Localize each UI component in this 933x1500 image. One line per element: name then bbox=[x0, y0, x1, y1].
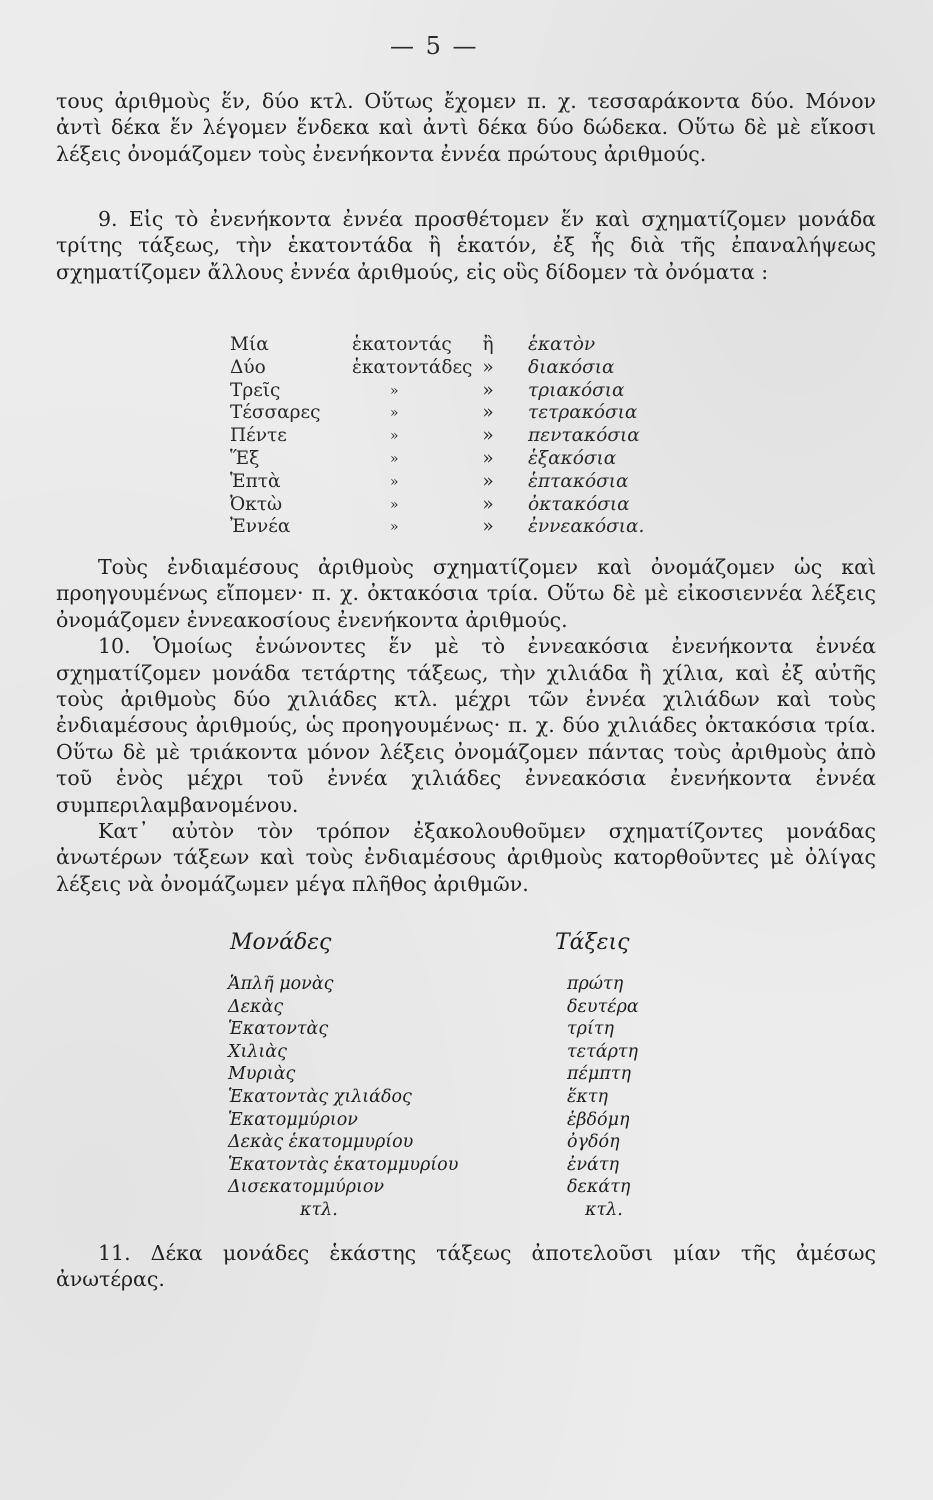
paragraph-text: Τοὺς ἐνδιαμέσους ἀριθμοὺς σχηματίζομεν καὶ ὀνομάζομεν ὡς καὶ προηγουμένως εἴπομεν· π. χ. ὀκτακόσια τρία. Οὕτω δὲ μὲ εἰκοσιεννέα λέξεις ὀνομάζομεν ἐννεακοσίους ἐνενήκοντα ἀριθμούς. bbox=[56, 555, 876, 632]
count-cell: Τρεῖς bbox=[230, 379, 281, 401]
count-cell: Ἑπτὰ bbox=[230, 470, 281, 492]
table-row bbox=[0, 996, 933, 1019]
paragraph-text: 11. Δέκα μονάδες ἑκάστης τάξεως ἀποτελοῦσι μίαν τῆς ἀμέσως ἀνωτέρας. bbox=[56, 1241, 876, 1292]
units-orders-table bbox=[0, 973, 933, 1222]
name-cell: πεντακόσια bbox=[528, 425, 640, 447]
table-row bbox=[0, 1154, 933, 1177]
name-cell: ἑκατὸν bbox=[528, 334, 596, 355]
count-cell: Μία bbox=[230, 334, 269, 355]
separator-cell: ἢ bbox=[482, 334, 494, 355]
paragraph-text: Κατ᾽ αὐτὸν τὸν τρόπον ἐξακολουθοῦμεν σχηματίζοντες μονάδας ἀνωτέρων τάξεων καὶ τοὺς ἐνδιαμέσους ἀριθμοὺς κατορθοῦντες μὲ ὀλίγας λέξεις νὰ ὀνομάζωμεν μέγα πλῆθος ἀριθμῶν. bbox=[56, 819, 876, 896]
ditto-mark: » bbox=[390, 473, 399, 490]
separator-cell: » bbox=[482, 447, 494, 469]
paragraph-9 bbox=[56, 206, 876, 285]
count-cell: Τέσσαρες bbox=[230, 402, 321, 424]
paragraph-text: 9. Εἰς τὸ ἐνενήκοντα ἐννέα προσθέτομεν ἕν καὶ σχηματίζομεν μονάδα τρίτης τάξεως, τὴν ἑκατοντάδα ἢ ἑκατόν, ἐξ ἧς διὰ τῆς ἐπαναλήψεως σχηματίζομεν ἄλλους ἐννέα ἀριθμούς, εἰς οὓς δίδομεν τὰ ὀνόματα : bbox=[56, 207, 876, 284]
ditto-mark: » bbox=[390, 382, 399, 399]
order-cell: ἑβδόμη bbox=[567, 1109, 630, 1130]
separator-cell: » bbox=[482, 356, 494, 378]
name-cell: τετρακόσια bbox=[528, 402, 638, 424]
order-cell: δεκάτη bbox=[567, 1177, 631, 1198]
count-cell: Ἐννέα bbox=[230, 516, 291, 538]
unit-cell: Ἑκατοντὰς bbox=[228, 1019, 329, 1040]
unit-cell: Χιλιὰς bbox=[228, 1041, 287, 1062]
table-row bbox=[0, 1086, 933, 1109]
unit-cell: ἑκατοντάδες bbox=[352, 356, 473, 378]
order-cell: ὀγδόη bbox=[567, 1132, 620, 1153]
name-cell: ἑξακόσια bbox=[528, 447, 617, 469]
unit-cell: Δεκὰς ἑκατομμυρίου bbox=[228, 1132, 414, 1153]
unit-cell: ἑκατοντάς bbox=[352, 334, 452, 355]
page-number: — 5 — bbox=[390, 32, 479, 60]
order-cell: ἐνάτη bbox=[567, 1154, 620, 1175]
ditto-mark: » bbox=[390, 450, 399, 467]
ditto-mark: » bbox=[390, 519, 399, 536]
table-row bbox=[0, 1109, 933, 1132]
table-row bbox=[0, 1018, 933, 1041]
count-cell: Πέντε bbox=[230, 425, 287, 447]
count-cell: Δύο bbox=[230, 356, 266, 378]
separator-cell: » bbox=[482, 516, 494, 538]
unit-cell: Μυριὰς bbox=[228, 1064, 296, 1085]
separator-cell: » bbox=[482, 379, 494, 401]
separator-cell: » bbox=[482, 402, 494, 424]
order-cell: κτλ. bbox=[585, 1199, 623, 1220]
paragraph-continuation bbox=[56, 88, 876, 167]
table-row bbox=[0, 1176, 933, 1199]
order-cell: πέμπτη bbox=[567, 1064, 631, 1085]
ditto-mark: » bbox=[390, 496, 399, 513]
unit-cell: Ἑκατοντὰς ἑκατομμυρίου bbox=[228, 1154, 459, 1175]
count-cell: Ὀκτὼ bbox=[230, 493, 283, 515]
separator-cell: » bbox=[482, 425, 494, 447]
table-row bbox=[0, 973, 933, 996]
unit-cell: Δεκὰς bbox=[228, 996, 284, 1017]
unit-cell: Δισεκατομμύριον bbox=[228, 1177, 385, 1198]
paragraph-group-middle bbox=[56, 554, 876, 897]
unit-cell: Ἑκατοντὰς χιλιάδος bbox=[228, 1086, 412, 1107]
table-row bbox=[0, 1041, 933, 1064]
order-cell: τρίτη bbox=[567, 1019, 614, 1040]
table-row bbox=[0, 1199, 933, 1222]
name-cell: τριακόσια bbox=[528, 379, 625, 401]
order-cell: τετάρτη bbox=[567, 1041, 639, 1062]
order-cell: πρώτη bbox=[567, 974, 624, 994]
header-orders: Τάξεις bbox=[555, 930, 630, 955]
unit-cell: κτλ. bbox=[300, 1199, 338, 1220]
paragraph-11 bbox=[56, 1240, 876, 1293]
order-cell: ἕκτη bbox=[567, 1086, 609, 1107]
count-cell: Ἕξ bbox=[230, 447, 260, 469]
table-row bbox=[0, 1063, 933, 1086]
name-cell: ἑπτακόσια bbox=[528, 470, 629, 492]
unit-cell: Ἑκατομμύριον bbox=[228, 1109, 358, 1130]
ditto-mark: » bbox=[390, 428, 399, 445]
separator-cell: » bbox=[482, 470, 494, 492]
table-row bbox=[0, 1131, 933, 1154]
order-cell: δευτέρα bbox=[567, 996, 639, 1017]
name-cell: ὀκτακόσια bbox=[528, 493, 630, 515]
separator-cell: » bbox=[482, 493, 494, 515]
paragraph-10: 10. Ὁμοίως ἑνώνοντες ἕν μὲ τὸ ἐννεακόσια ἐνενήκοντα ἐννέα σχηματίζομεν μονάδα τετάρτης τάξεως, τὴν χιλιάδα ἢ χίλια, καὶ ἐξ αὐτῆς τοὺς ἀριθμοὺς δύο χιλιάδες κτλ. μέχρι τῶν ἐννέα χιλιάδων καὶ τοὺς ἐνδιαμέσους ἀριθμούς, ὡς προηγουμένως· π. χ. δύο χιλιάδες ὀκτακόσια τρία. Οὕτω δὲ μὲ τριάκοντα μόνον λέξεις ὀνομάζομεν πάντας τοὺς ἀριθμοὺς ἀπὸ τοῦ ἑνὸς μέχρι τοῦ ἐννέα χιλιάδες ἐννεακόσια ἐνενήκοντα ἐννέα συμπεριλαμβανομένου. bbox=[56, 634, 876, 817]
header-units: Μονάδες bbox=[230, 930, 332, 955]
paragraph-text: τους ἀριθμοὺς ἕν, δύο κτλ. Οὕτως ἔχομεν π. χ. τεσσαράκοντα δύο. Μόνον ἀντὶ δέκα ἕν λέγομεν ἕνδεκα καὶ ἀντὶ δέκα δύο δώδεκα. Οὕτω δὲ μὲ εἴκοσι λέξεις ὀνομάζομεν τοὺς ἐνενήκοντα ἐννέα πρώτους ἀριθμούς. bbox=[56, 89, 876, 166]
name-cell: ἐννεακόσια. bbox=[528, 516, 645, 538]
unit-cell: Ἁπλῆ μονὰς bbox=[228, 974, 334, 994]
ditto-mark: » bbox=[390, 405, 399, 422]
name-cell: διακόσια bbox=[528, 356, 615, 378]
